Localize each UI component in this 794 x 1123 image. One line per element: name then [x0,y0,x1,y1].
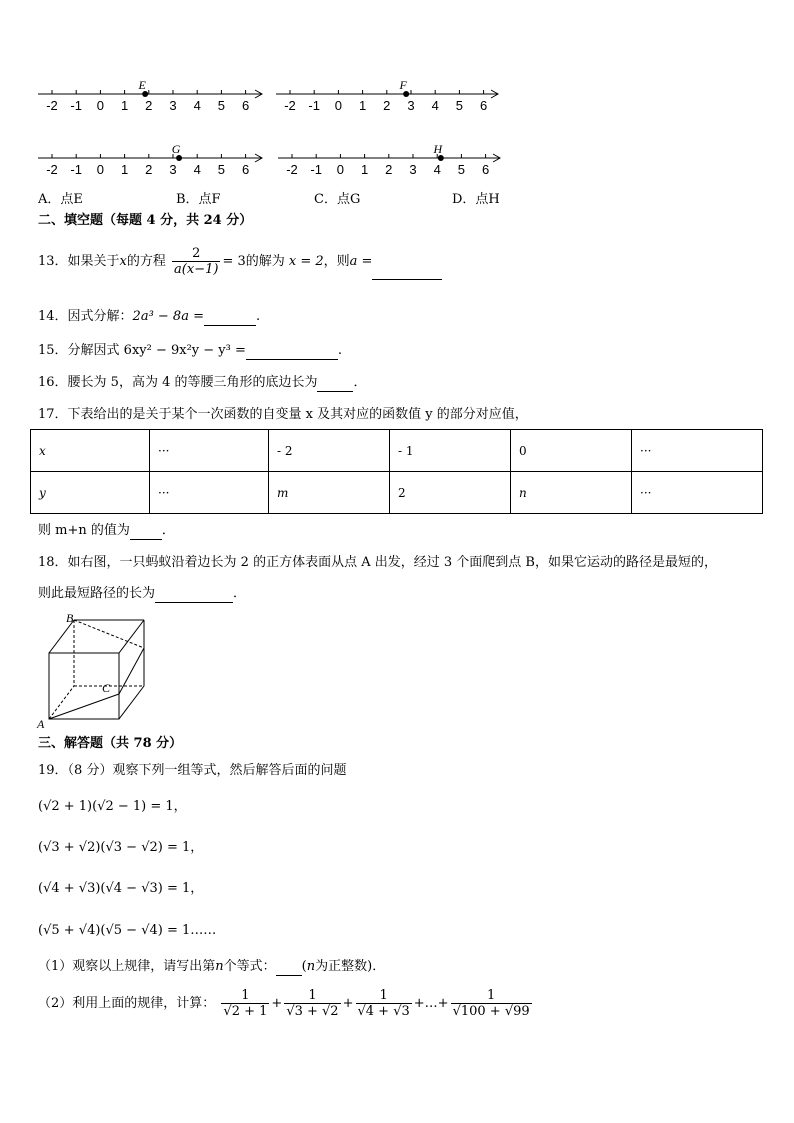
number-line-tick-label: 0 [96,162,105,177]
number-line-tick-label: 5 [217,162,226,177]
q19-equation-1: (√2 + 1)(√2 − 1) = 1， [38,799,187,814]
number-line-tick-label: 4 [433,162,441,177]
q13-var: x [119,254,127,269]
number-line-tick-label: -1 [70,98,82,113]
table-cell: n [511,472,632,514]
option-b[interactable]: B．点F [176,192,221,207]
number-line-tick-label: 0 [334,98,343,113]
q14-expr: 2a³ − 8a = [132,309,204,324]
q19-term-3-den: √4 + √3 [357,1003,410,1019]
number-line-tick-label: 6 [241,98,250,113]
q13-a: a = [349,254,373,269]
q19-p1-text-a: （1）观察以上规律，请写出第 [38,959,216,974]
q17-after [38,522,175,540]
q14-end: . [255,309,261,324]
q17-answer-blank[interactable] [130,525,162,540]
q14-text: 14．因式分解： [38,309,133,324]
number-line-tick-label: 2 [145,98,153,113]
question-18-line2 [38,585,246,603]
q19-equation-4: (√5 + √4)(√5 − √4) = 1…… [38,923,217,938]
number-line-tick-label: -1 [308,98,320,113]
q13-denominator: a(x−1) [174,261,219,277]
number-lines-figure [0,70,794,180]
q19-term-1-num: 1 [241,987,250,1003]
q17-after-text: 则 m+n 的值为 [38,523,130,538]
question-18-line1: 18．如右图，一只蚂蚁沿着边长为 2 的正方体表面从点 A 出发，经过 3 个面爬到点 B，如果它运动的路径是最短的， [38,555,717,570]
number-line-point-label: E [138,78,146,92]
table-cell: - 1 [390,430,511,472]
number-line-tick-label: -2 [286,162,298,177]
q18-end: ． [233,586,247,601]
q19-term-2 [284,989,340,1019]
number-line-tick-label: 3 [409,162,417,177]
number-line-tick-label: 4 [193,162,201,177]
number-line-tick-label: 0 [336,162,345,177]
q15-answer-blank[interactable] [246,345,338,360]
question-17: 17．下表给出的是关于某个一次函数的自变量 x 及其对应的函数值 y 的部分对应值， [38,407,528,422]
question-14 [38,308,260,326]
number-line-tick-label: -1 [310,162,322,177]
section-two-title: 二、填空题（每题 4 分，共 24 分） [38,213,253,228]
table-cell: x [31,430,150,472]
question-13 [38,244,442,280]
number-line-tick-label: 6 [479,98,488,113]
number-line-tick-label: 2 [385,162,393,177]
number-line-tick-label: -2 [284,98,296,113]
q19-p1-paren: ( [301,959,307,974]
q19-part-2 [38,984,534,1024]
number-line-tick-label: 5 [455,98,464,113]
number-line-tick-label: 5 [217,98,226,113]
cube-label-a: A [37,717,45,730]
table-cell: ··· [150,472,269,514]
q19-term-1 [221,989,269,1019]
q19-answer-blank[interactable] [276,961,302,976]
q19-term-4-num: 1 [486,987,496,1003]
q19-p2-text: （2）利用上面的规律，计算： [38,996,216,1011]
number-line-tick-label: 1 [120,162,129,177]
table-cell: m [269,472,390,514]
q19-equation-3: (√4 + √3)(√4 − √3) = 1， [38,881,204,896]
q18-line2-text: 则此最短路径的长为 [38,586,156,601]
number-line-tick-label: 3 [407,98,415,113]
number-line-tick-label: -1 [70,162,82,177]
number-line-tick-label: 2 [383,98,391,113]
option-a[interactable]: A．点E [38,192,83,207]
number-line-tick-label: 6 [481,162,490,177]
q15-end: . [337,343,343,358]
q19-p1-n2: n [306,959,316,974]
question-19: 19．（8 分）观察下列一组等式，然后解答后面的问题 [38,763,347,778]
table-cell: ··· [632,472,763,514]
number-line-tick-label: -2 [46,98,58,113]
q13-eq: = 3 [222,254,246,269]
cube-label-b: B [66,611,74,625]
q13-prefix: 13．如果关于 [38,254,120,269]
number-line-tick-label: -2 [46,162,58,177]
question-16 [38,374,367,392]
q13-numerator: 2 [192,245,201,261]
table-cell: 2 [390,472,511,514]
number-line-tick-label: 3 [169,98,177,113]
number-line-point-label: H [433,142,443,156]
q16-answer-blank[interactable] [317,377,353,392]
table-cell: ··· [632,430,763,472]
cube-label-c: C [102,681,111,695]
cube-figure [34,608,164,730]
q18-answer-blank[interactable] [155,588,233,603]
q19-term-3-num: 1 [379,987,388,1003]
number-line-point-label: G [171,142,181,156]
table-row [31,472,763,514]
question-15 [38,342,342,360]
q19-equation-2: (√3 + √2)(√3 − √2) = 1， [38,840,204,855]
ellipsis-sign: +…+ [413,996,449,1011]
q14-answer-blank[interactable] [204,311,256,326]
q19-term-2-den: √3 + √2 [286,1003,339,1019]
table-cell: 0 [511,430,632,472]
q19-p1-n: n [215,959,224,974]
section-three-title: 三、解答题（共 78 分） [38,736,183,751]
number-line-tick-label: 3 [169,162,177,177]
number-line-tick-label: 4 [193,98,201,113]
number-line-tick-label: 5 [457,162,466,177]
q19-term-3 [356,989,412,1019]
number-line-tick-label: 6 [241,162,250,177]
number-line-tick-label: 1 [358,98,367,113]
number-line-tick-label: 0 [96,98,105,113]
q13-solution: x = 2 [288,254,324,269]
plus-sign: + [271,996,283,1011]
plus-sign: + [342,996,354,1011]
number-line-tick-label: 1 [120,98,129,113]
q19-part-1 [38,958,385,976]
q16-text: 16．腰长为 5，高为 4 的等腰三角形的底边长为 [38,375,318,390]
q13-answer-blank[interactable] [372,265,442,280]
table-cell: y [31,472,150,514]
option-c[interactable]: C．点G [314,192,361,207]
table-row [31,430,763,472]
q13-suffix1: 的解为 [245,254,285,269]
option-d[interactable]: D．点H [452,192,500,207]
q13-mid: 的方程 [126,254,166,269]
q17-end: ． [161,523,175,538]
q19-p1-text-b: 个等式： [223,959,276,974]
q13-suffix2: ，则 [323,254,350,269]
q17-table [30,429,763,514]
q19-term-4 [451,989,532,1019]
q19-term-2-num: 1 [308,987,317,1003]
q19-term-1-den: √2 + 1 [223,1003,268,1019]
q13-fraction [172,247,220,277]
table-cell: ··· [150,430,269,472]
q16-end: ． [353,375,367,390]
number-line-point-label: F [399,78,407,92]
number-line-tick-label: 2 [145,162,153,177]
q19-term-4-den: √100 + √99 [452,1003,530,1019]
q19-p1-text-e: 为正整数)． [315,959,386,974]
table-cell: - 2 [269,430,390,472]
q15-text: 15．分解因式 6xy² − 9x²y − y³ = [38,343,246,358]
number-line-tick-label: 4 [431,98,439,113]
number-line-tick-label: 1 [360,162,369,177]
